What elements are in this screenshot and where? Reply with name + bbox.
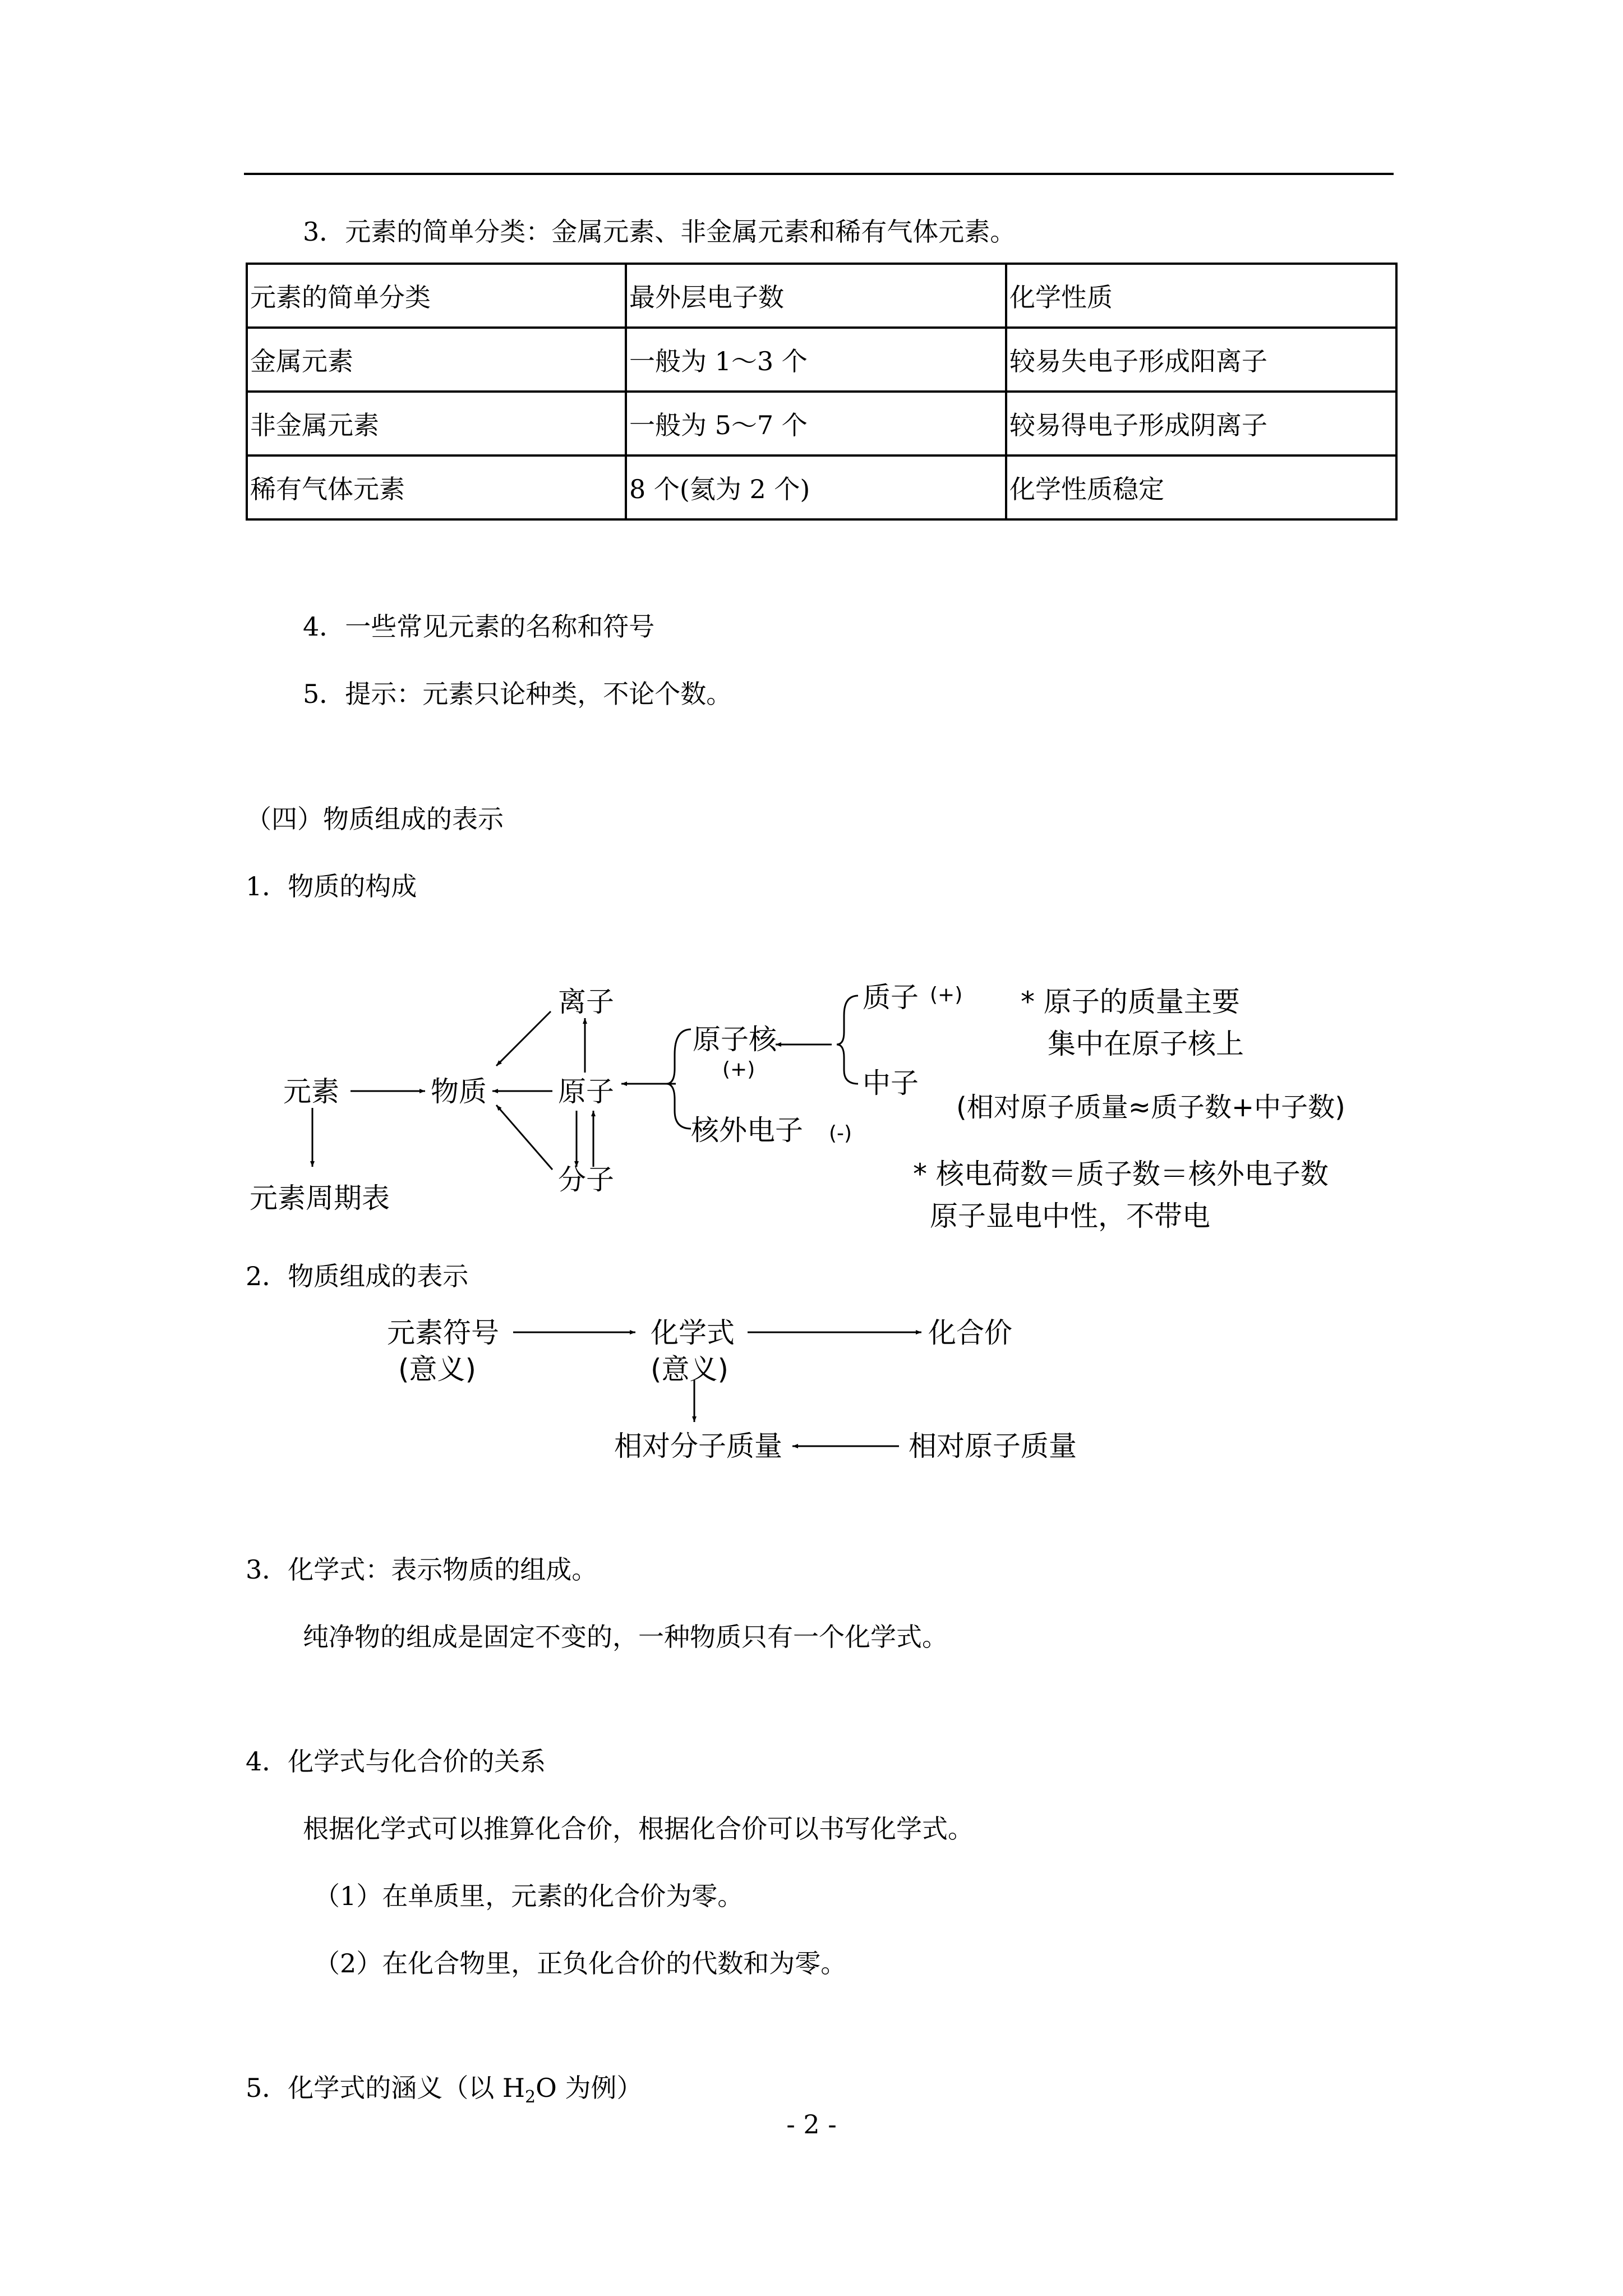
sub5-subscript: 2 [525,2087,536,2108]
label-valence: 化合价 [928,1317,1012,1349]
table-cell: 非金属元素 [247,392,626,455]
page-number: - 2 - [786,2109,837,2139]
note-neutral-atom: 原子显电中性，不带电 [930,1200,1210,1232]
sub5-title [246,2071,642,2114]
label-electron-charge: (-) [829,1122,852,1145]
label-relative-molecular-mass: 相对分子质量 [614,1430,782,1462]
sub3-body: 纯净物的组成是固定不变的，一种物质只有一个化学式。 [303,1622,948,1652]
formula-representation-diagram [387,1317,1077,1462]
table-cell: 一般为 5～7 个 [626,392,1006,455]
table-cell: 较易得电子形成阴离子 [1006,392,1396,455]
sub4-body: 根据化学式可以推算化合价，根据化合价可以书写化学式。 [303,1814,974,1844]
nucleus-brace [837,996,858,1084]
atom-brace [666,1029,691,1129]
label-chemical-formula: 化学式 [651,1317,735,1349]
table-cell: 8 个(氦为 2 个) [626,455,1006,519]
table-cell: 稀有气体元素 [247,455,626,519]
label-periodic-table: 元素周期表 [250,1182,390,1214]
label-formula-meaning: (意义) [651,1353,729,1386]
sub2-title: 2．物质组成的表示 [246,1261,469,1291]
label-atom: 原子 [558,1075,614,1108]
sub4-title: 4．化学式与化合价的关系 [246,1746,546,1777]
label-proton-charge: (+) [930,983,963,1006]
label-nucleus: 原子核 [693,1023,777,1056]
sub4-item1: （1）在单质里，元素的化合价为零。 [314,1881,744,1911]
note-relative-mass: (相对原子质量≈质子数+中子数) [956,1092,1345,1123]
label-relative-atomic-mass: 相对原子质量 [909,1430,1077,1462]
matter-composition-diagram [250,981,1345,1232]
arrow-molecule-to-matter [496,1105,552,1170]
label-ion: 离子 [558,986,614,1018]
table-header-cell: 元素的简单分类 [247,264,626,328]
label-matter: 物质 [431,1075,487,1108]
table-cell: 金属元素 [247,328,626,392]
label-molecule: 分子 [558,1163,614,1196]
table-header-cell: 最外层电子数 [626,264,1006,328]
table-cell: 一般为 1～3 个 [626,328,1006,392]
section3-title: 3．元素的简单分类：金属元素、非金属元素和稀有气体元素。 [303,217,1016,247]
arrow-ion-to-matter [496,1011,551,1066]
table-cell: 较易失电子形成阳离子 [1006,328,1396,392]
label-proton: 质子 [863,981,919,1014]
part4-title: （四）物质组成的表示 [246,804,504,834]
note-atom-mass-1: * 原子的质量主要 [1021,986,1240,1018]
note-atom-mass-2: 集中在原子核上 [1048,1028,1244,1060]
item4-text: 4．一些常见元素的名称和符号 [303,611,655,642]
note-charge-equality: * 核电荷数＝质子数＝核外电子数 [913,1158,1329,1190]
sub5-suffix: O 为例） [536,2073,643,2103]
label-neutron: 中子 [863,1067,919,1099]
label-element-symbol: 元素符号 [387,1317,499,1349]
sub4-item2: （2）在化合物里，正负化合价的代数和为零。 [314,1948,847,1978]
label-element: 元素 [283,1075,339,1108]
label-nucleus-charge: (+) [722,1058,755,1081]
label-electron: 核外电子 [691,1114,803,1147]
sub3-title: 3．化学式：表示物质的组成。 [246,1554,598,1585]
sub1-title: 1．物质的构成 [246,871,417,901]
table-cell: 化学性质稳定 [1006,455,1396,519]
label-symbol-meaning: (意义) [398,1353,477,1386]
table-header-cell: 化学性质 [1006,264,1396,328]
item5-text: 5．提示：元素只论种类，不论个数。 [303,679,732,709]
sub5-prefix: 5．化学式的涵义（以 H [246,2073,525,2103]
